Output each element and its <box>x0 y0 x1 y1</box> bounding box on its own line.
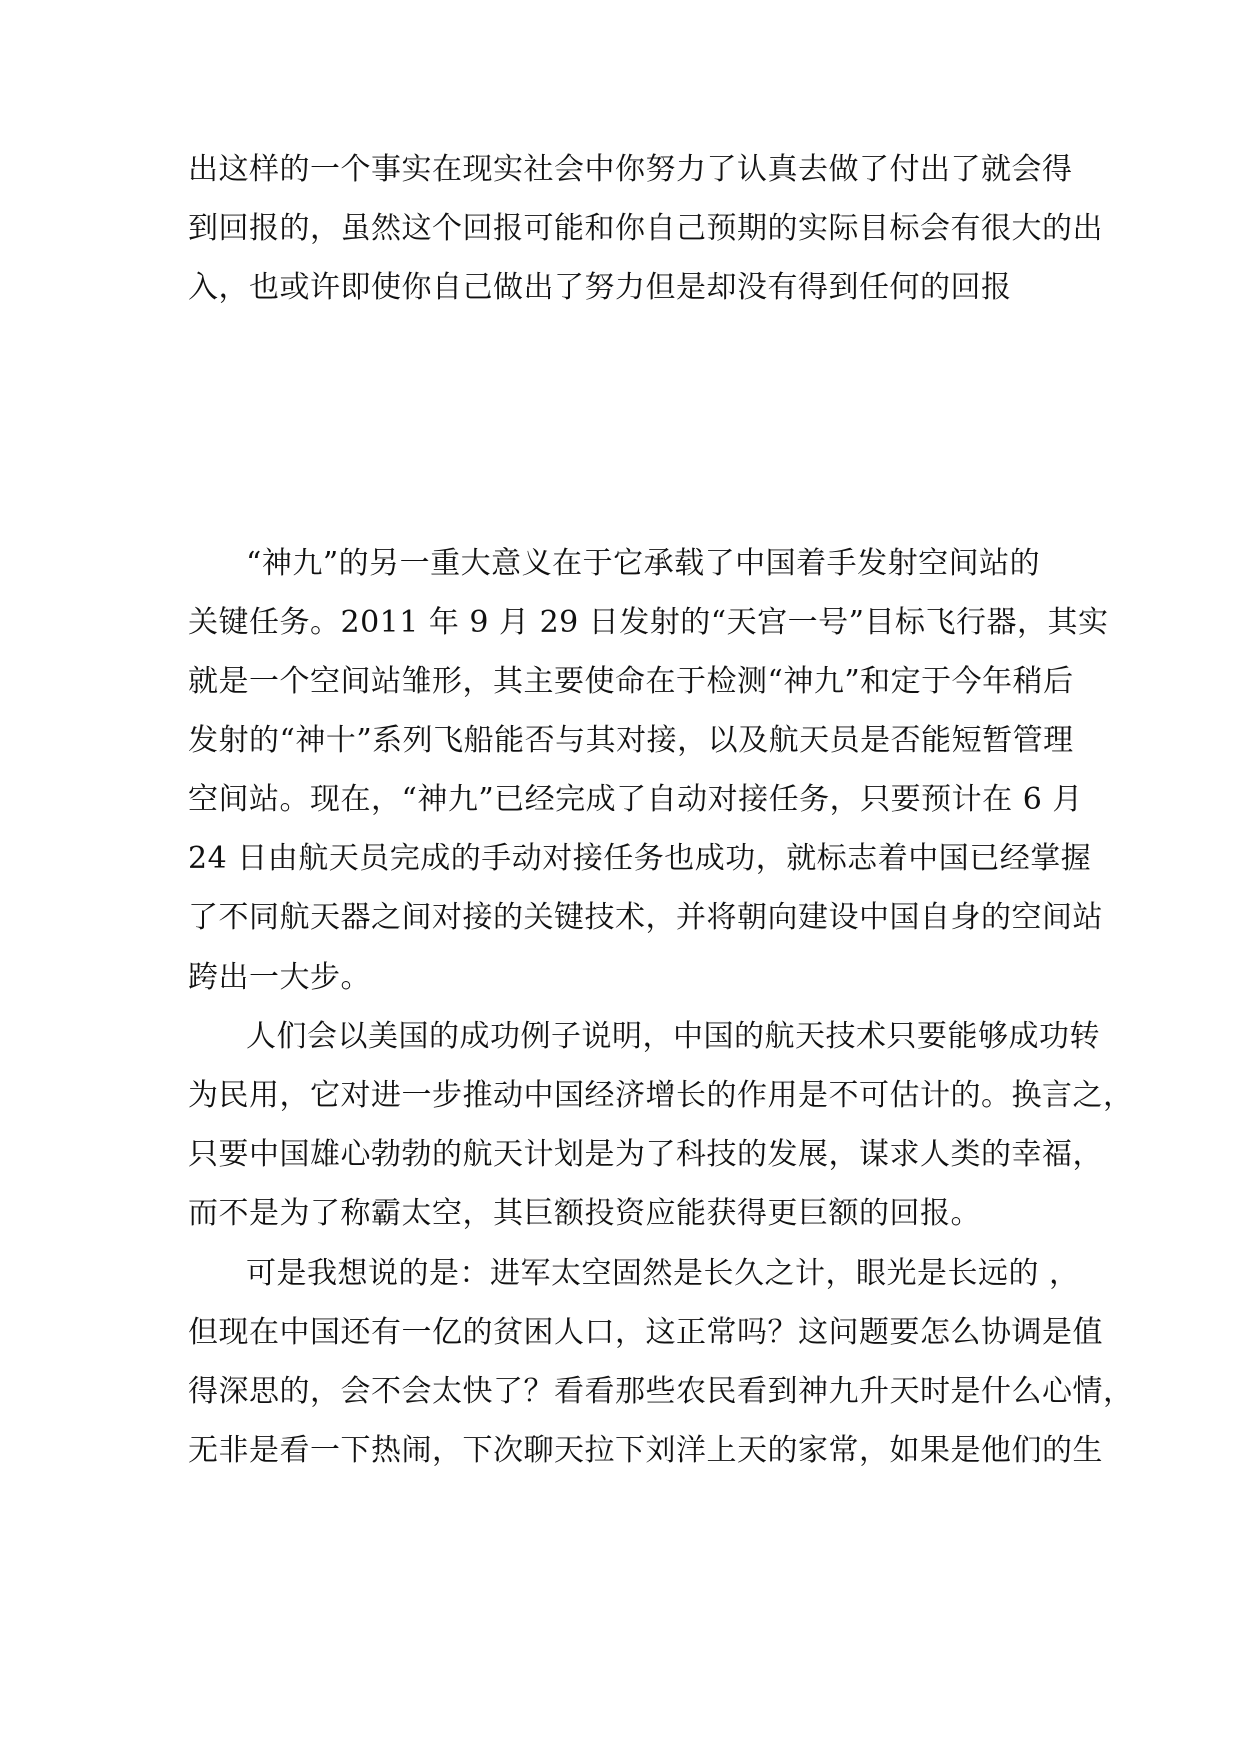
text-line: 跨出一大步。 <box>188 960 371 995</box>
text-line: 可是我想说的是：进军太空固然是长久之计，眼光是长远的 ， <box>246 1256 1080 1291</box>
text-line: 就是一个空间站雏形，其主要使命在于检测“神九”和定于今年稍后 <box>188 664 1074 699</box>
text-line: “神九”的另一重大意义在于它承载了中国着手发射空间站的 <box>246 546 1041 581</box>
text-line: 关键任务。2011 年 9 月 29 日发射的“天宫一号”目标飞行器，其实 <box>188 605 1109 640</box>
text-line: 而不是为了称霸太空，其巨额投资应能获得更巨额的回报。 <box>188 1196 981 1231</box>
text-line: 得深思的，会不会太快了？看看那些农民看到神九升天时是什么心情， <box>188 1374 1134 1409</box>
text-line: 到回报的，虽然这个回报可能和你自己预期的实际目标会有很大的出 <box>188 211 1103 246</box>
text-line: 为民用，它对进一步推动中国经济增长的作用是不可估计的。换言之， <box>188 1078 1134 1113</box>
text-line: 无非是看一下热闹，下次聊天拉下刘洋上天的家常，如果是他们的生 <box>188 1433 1103 1468</box>
text-line: 了不同航天器之间对接的关键技术，并将朝向建设中国自身的空间站 <box>188 900 1103 935</box>
text-line: 但现在中国还有一亿的贫困人口，这正常吗？这问题要怎么协调是值 <box>188 1315 1103 1350</box>
text-line: 空间站。现在，“神九”已经完成了自动对接任务，只要预计在 6 月 <box>188 782 1083 817</box>
text-line: 入，也或许即使你自己做出了努力但是却没有得到任何的回报 <box>188 270 1012 305</box>
text-line: 24 日由航天员完成的手动对接任务也成功，就标志着中国已经掌握 <box>188 841 1092 876</box>
text-line: 只要中国雄心勃勃的航天计划是为了科技的发展，谋求人类的幸福， <box>188 1137 1103 1172</box>
text-line: 人们会以美国的成功例子说明，中国的航天技术只要能够成功转 <box>246 1019 1100 1054</box>
text-line: 发射的“神十”系列飞船能否与其对接，以及航天员是否能短暂管理 <box>188 723 1074 758</box>
text-line: 出这样的一个事实在现实社会中你努力了认真去做了付出了就会得 <box>188 152 1073 187</box>
